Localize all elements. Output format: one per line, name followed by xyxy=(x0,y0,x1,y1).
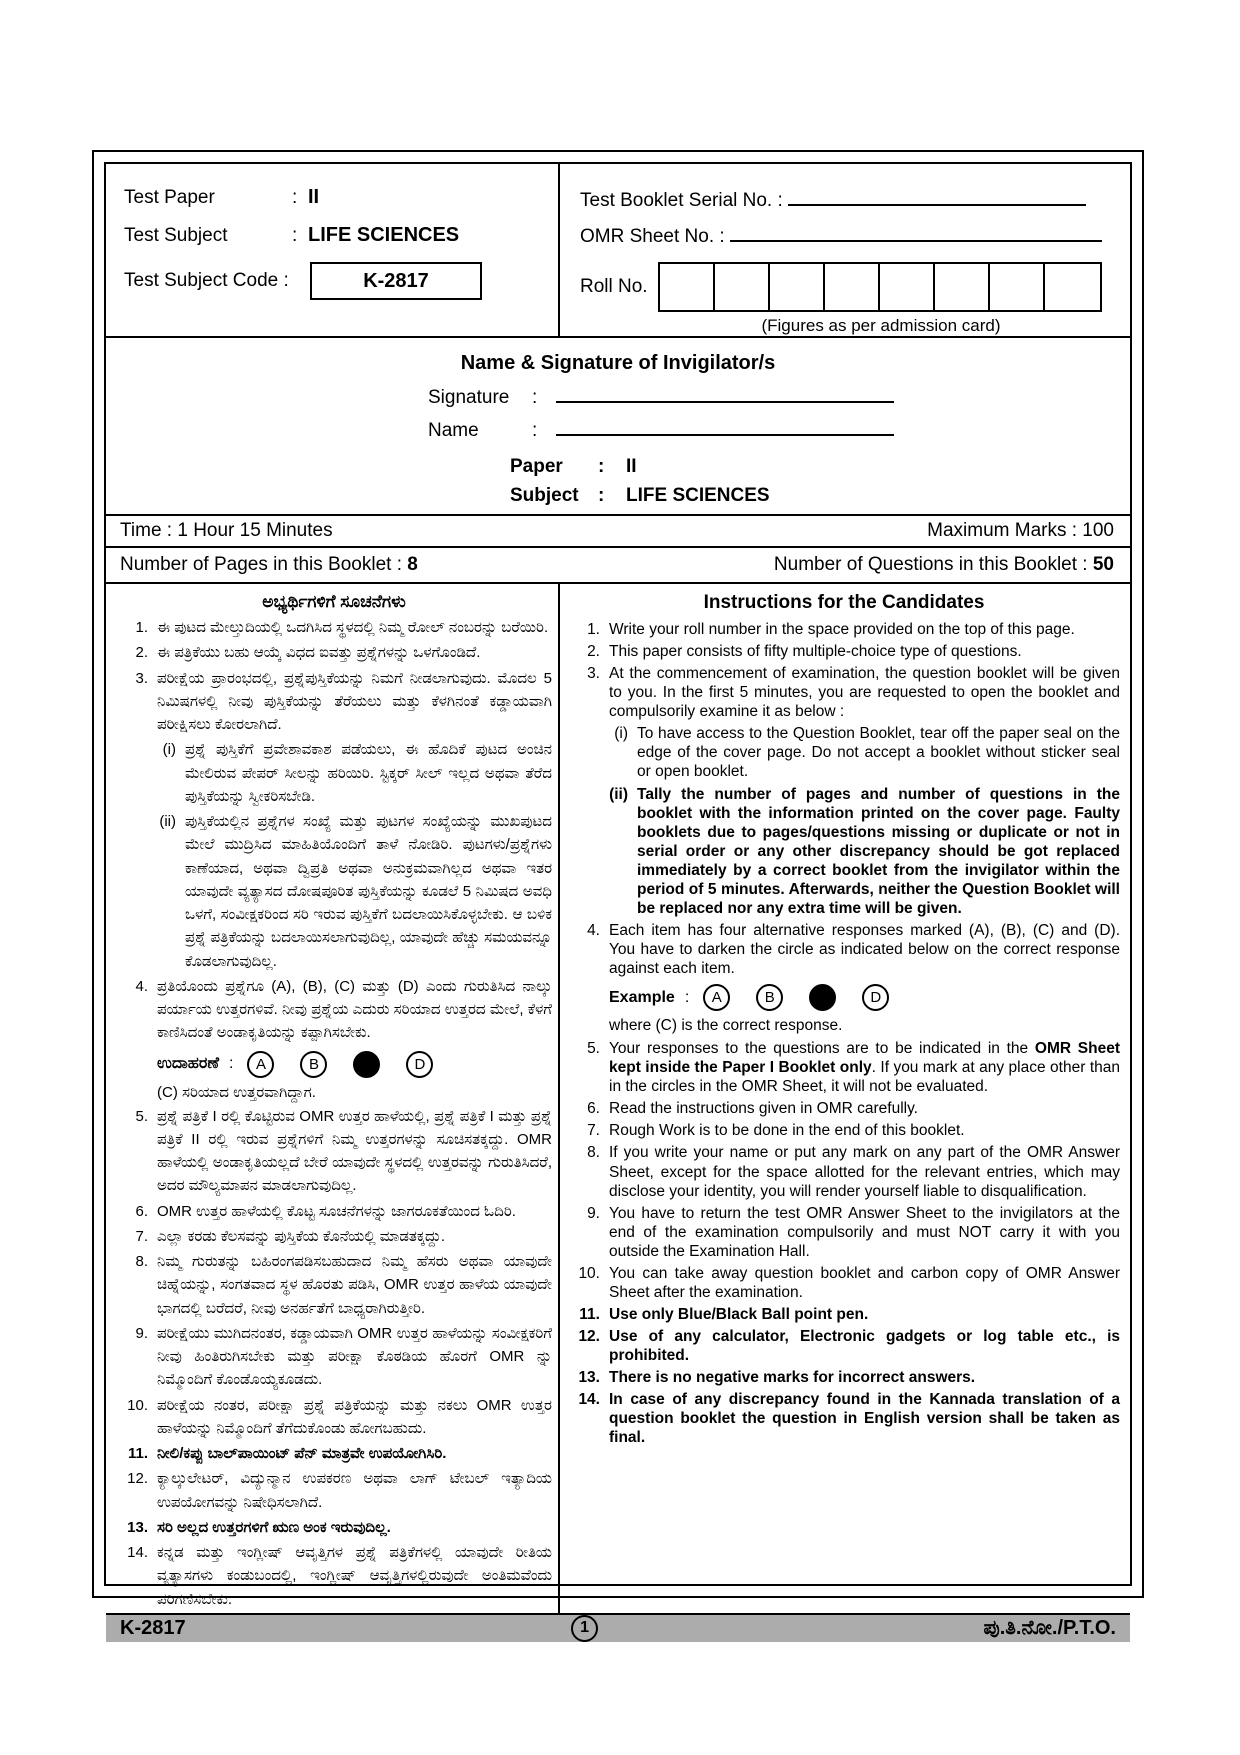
list-item: 9. You have to return the test OMR Answer Sheet to the invigilators at the end of the examination compulsorily and must NOT carry it with you outside the Examination Hall. xyxy=(587,1204,1120,1260)
colon: : xyxy=(598,456,605,477)
list-item: 8. If you write your name or put any mark on any part of the OMR Answer Sheet, except for the space allotted for the relevant entries, which may disclose your identity, you will render yourself liable to disqualification. xyxy=(587,1144,1120,1200)
subject-row xyxy=(510,485,1130,507)
booklet-cover-box xyxy=(104,162,1132,1639)
kannada-instructions-title: ಅಭ್ಯರ್ಥಿಗಳಿಗೆ ಸೂಚನೆಗಳು xyxy=(262,592,406,611)
signature-label: Signature xyxy=(428,387,510,408)
page-outer-border xyxy=(92,150,1144,1639)
page-number-circle: 1 xyxy=(571,1615,598,1642)
test-subject-code-label: Test Subject Code : xyxy=(124,270,289,291)
test-subject-row xyxy=(124,224,550,247)
footer-pto: ಪು.ತಿ.ನೋ./P.T.O. xyxy=(983,1616,1116,1639)
test-paper-row xyxy=(124,186,550,209)
subject-value: LIFE SCIENCES xyxy=(626,485,770,506)
list-item: 3. ಪರೀಕ್ಷೆಯ ಪ್ರಾರಂಭದಲ್ಲಿ, ಪ್ರಶ್ನೆಪುಸ್ತಿಕೆಯನ್ನು ನಿಮಗೆ ನೀಡಲಾಗುವುದು. ಮೊದಲ 5 ನಿಮಿಷಗಳಲ್ಲಿ ನೀವು ಪುಸ್ತಿಕೆಯನ್ನು ತೆರೆಯಲು ಮತ್ತು ಕೆಳಗಿನಂತೆ ಕಡ್ಡಾಯವಾಗಿ ಪರೀಕ್ಷಿಸಲು ಕೋರಲಾಗಿದೆ. xyxy=(135,669,552,733)
test-paper-value: II xyxy=(308,186,320,208)
english-instructions-title: Instructions for the Candidates xyxy=(703,592,985,613)
pages-value: 8 xyxy=(407,554,418,575)
kannada-example-row xyxy=(157,1051,552,1078)
list-item: 14. In case of any discrepancy found in the Kannada translation of a question booklet the question in English version shall be taken as final. xyxy=(578,1391,1120,1447)
roll-no-cell xyxy=(1045,264,1100,310)
pages-count: Number of Pages in this Booklet : 8 xyxy=(120,554,418,575)
omr-sheet-blank-line xyxy=(730,226,1102,242)
list-item: 5. ಪ್ರಶ್ನೆ ಪತ್ರಿಕೆ I ರಲ್ಲಿ ಕೊಟ್ಟಿರುವ OMR ಉತ್ತರ ಹಾಳೆಯಲ್ಲಿ, ಪ್ರಶ್ನೆ ಪತ್ರಿಕೆ I ಮತ್ತು ಪ್ರಶ್ನೆ ಪತ್ರಿಕೆ II ರಲ್ಲಿ ಇರುವ ಪ್ರಶ್ನೆಗಳಿಗೆ ನಿಮ್ಮ ಉತ್ತರಗಳನ್ನು ಸೂಚಿಸತಕ್ಕದ್ದು. OMR ಹಾಳೆಯಲ್ಲಿ ಅಂಡಾಕೃತಿಯಲ್ಲದೆ ಬೇರೆ ಯಾವುದೇ ಸ್ಥಳದಲ್ಲಿ ಉತ್ತರವನ್ನು ಗುರುತಿಸಿದರೆ, ಅದರ ಮೌಲ್ಯಮಾಪನ ಮಾಡಲಾಗುವುದಿಲ್ಲ. xyxy=(135,1107,552,1195)
list-item: 12. ಕ್ಯಾಲ್ಕುಲೇಟರ್, ವಿದ್ಯುನ್ಮಾನ ಉಪಕರಣ ಅಥವಾ ಲಾಗ್ ಟೇಬಲ್ ಇತ್ಯಾದಿಯ ಉಪಯೋಗವನ್ನು ನಿಷೇಧಿಸಲಾಗಿದೆ. xyxy=(127,1470,552,1511)
footer-bar xyxy=(106,1613,1130,1642)
list-item: 11. Use only Blue/Black Ball point pen. xyxy=(579,1305,869,1323)
signature-blank-line xyxy=(556,387,894,403)
option-circle-d: D xyxy=(406,1051,433,1078)
roll-no-cell xyxy=(715,264,770,310)
roll-no-cell xyxy=(880,264,935,310)
paper-subject-block xyxy=(510,456,1130,507)
test-subject-label: Test Subject xyxy=(124,224,228,246)
option-circle-filled xyxy=(353,1051,380,1078)
list-item: 2. ಈ ಪತ್ರಿಕೆಯು ಬಹು ಆಯ್ಕೆ ವಿಧದ ಐವತ್ತು ಪ್ರಶ್ನೆಗಳನ್ನು ಒಳಗೊಂಡಿದೆ. xyxy=(135,644,481,662)
list-subitem: (ii) ಪುಸ್ತಿಕೆಯಲ್ಲಿನ ಪ್ರಶ್ನೆಗಳ ಸಂಖ್ಯೆ ಮತ್ತು ಪುಟಗಳ ಸಂಖ್ಯೆಯನ್ನು ಮುಖಪುಟದ ಮೇಲೆ ಮುದ್ರಿಸಿದ ಮಾಹಿತಿಯೊಂದಿಗೆ ತಾಳೆ ನೋಡಿರಿ. ಪುಟಗಳು/ಪ್ರಶ್ನೆಗಳು ಕಾಣೆಯಾದ, ಅಥವಾ ದ್ವಿಪ್ರತಿ ಅಥವಾ ಅನುಕ್ರಮವಾಗಿಲ್ಲದ ಅಥವಾ ಇತರ ಯಾವುದೇ ವ್ಯತ್ಯಾಸದ ದೋಷಪೂರಿತ ಪುಸ್ತಿಕೆಯನ್ನು ಕೂಡಲೆ 5 ನಿಮಿಷದ ಅವಧಿ ಒಳಗೆ, ಸಂವೀಕ್ಷಕರಿಂದ ಸರಿ ಇರುವ ಪುಸ್ತಿಕೆಗೆ ಬದಲಾಯಿಸಿಕೊಳ್ಳಬೇಕು. ಆ ಬಳಿಕ ಪ್ರಶ್ನೆ ಪತ್ರಿಕೆಯನ್ನು ಬದಲಾಯಿಸಲಾಗುವುದಿಲ್ಲ, ಯಾವುದೇ ಹೆಚ್ಚು ಸಮಯವನ್ನೂ ಕೊಡಲಾಗುವುದಿಲ್ಲ. xyxy=(159,813,552,970)
invigilator-title: Name & Signature of Invigilator/s xyxy=(460,352,776,374)
option-circle-b: B xyxy=(300,1051,327,1078)
english-example-row xyxy=(609,984,1120,1011)
signature-row xyxy=(428,387,1130,409)
paper-label: Paper xyxy=(510,456,563,477)
test-info-panel xyxy=(106,164,558,336)
list-item: 3. At the commencement of examination, the question booklet will be given to you. In the first 5 minutes, you are requested to open the booklet and compulsorily examine it as below : xyxy=(587,665,1120,721)
list-item: 6. OMR ಉತ್ತರ ಹಾಳೆಯಲ್ಲಿ ಕೊಟ್ಟ ಸೂಚನೆಗಳನ್ನು ಜಾಗರೂಕತೆಯಿಂದ ಓದಿರಿ. xyxy=(135,1202,516,1220)
omr-sheet-label: OMR Sheet No. : xyxy=(580,226,725,247)
invigilator-section xyxy=(106,338,1130,514)
questions-value: 50 xyxy=(1092,554,1114,575)
option-circle-b: B xyxy=(756,984,783,1011)
roll-no-row xyxy=(580,262,1116,312)
english-example-note: where (C) is the correct response. xyxy=(609,1017,843,1035)
list-subitem: (i) To have access to the Question Booklet, tear off the paper seal on the edge of the cover page. Do not accept a booklet without sticker seal or open booklet. xyxy=(614,725,1120,781)
booklet-serial-row xyxy=(580,190,1116,212)
name-label: Name xyxy=(428,420,479,441)
roll-no-boxes xyxy=(658,262,1102,312)
option-circle-a: A xyxy=(247,1051,274,1078)
list-item: 7. ಎಲ್ಲಾ ಕರಡು ಕೆಲಸವನ್ನು ಪುಸ್ತಿಕೆಯ ಕೊನೆಯಲ್ಲಿ ಮಾಡತಕ್ಕದ್ದು. xyxy=(135,1227,446,1245)
roll-no-cell xyxy=(660,264,715,310)
example-label: Example xyxy=(609,988,675,1006)
colon: : xyxy=(684,988,690,1006)
list-subitem: (ii) Tally the number of pages and number of questions in the booklet with the information printed on the cover page. Faulty booklets due to pages/questions missing or duplicate or not in serial order or any other discrepancy should be got replaced immediately by a correct booklet from the invigilator within the period of 5 minutes. Afterwards, neither the Question Booklet will be replaced nor any extra time will be given. xyxy=(609,785,1120,917)
candidate-info-panel xyxy=(558,164,1130,336)
colon: : xyxy=(598,485,605,506)
paper-row xyxy=(510,456,1130,478)
figures-note: (Figures as per admission card) xyxy=(761,316,1001,335)
footer-code: K-2817 xyxy=(120,1616,186,1639)
name-row xyxy=(428,420,1130,442)
list-item: 1. ಈ ಪುಟದ ಮೇಲ್ತುದಿಯಲ್ಲಿ ಒದಗಿಸಿದ ಸ್ಥಳದಲ್ಲಿ ನಿಮ್ಮ ರೋಲ್ ನಂಬರನ್ನು ಬರೆಯಿರಿ. xyxy=(135,619,549,636)
roll-no-cell xyxy=(770,264,825,310)
kannada-instructions-column xyxy=(106,584,558,1613)
colon: : xyxy=(532,387,538,408)
option-circle-filled xyxy=(809,984,836,1011)
example-label: ಉದಾಹರಣೆ xyxy=(157,1055,220,1072)
english-instructions-column xyxy=(558,584,1130,1613)
test-paper-label: Test Paper xyxy=(124,186,215,208)
list-item: 11. ನೀಲಿ/ಕಪ್ಪು ಬಾಲ್‌ಪಾಯಿಂಟ್ ಪೆನ್ ಮಾತ್ರವೇ ಉಪಯೋಗಿಸಿರಿ. xyxy=(127,1445,447,1462)
list-item: 10. You can take away question booklet and carbon copy of OMR Answer Sheet after the examination. xyxy=(578,1264,1120,1301)
list-item: 13. ಸರಿ ಅಲ್ಲದ ಉತ್ತರಗಳಿಗೆ ಋಣ ಅಂಕ ಇರುವುದಿಲ್ಲ. xyxy=(127,1518,391,1536)
time-marks-row xyxy=(106,514,1130,546)
list-item: 5. Your responses to the questions are to be indicated in the OMR Sheet kept inside the Paper I Booklet only. If you mark at any place other than in the circles in the OMR Sheet, it will not be evaluated. xyxy=(587,1040,1120,1096)
colon: : xyxy=(229,1055,234,1072)
colon: : xyxy=(532,420,538,441)
instructions-area xyxy=(106,582,1130,1613)
list-item: 14. ಕನ್ನಡ ಮತ್ತು ಇಂಗ್ಲೀಷ್ ಆವೃತ್ತಿಗಳ ಪ್ರಶ್ನೆ ಪತ್ರಿಕೆಗಳಲ್ಲಿ ಯಾವುದೇ ರೀತಿಯ ವ್ಯತ್ಯಾಸಗಳು ಕಂಡುಬಂದಲ್ಲಿ, ಇಂಗ್ಲೀಷ್ ಆವೃತ್ತಿಗಳಲ್ಲಿರುವುದೇ ಅಂತಿಮವೆಂದು ಪರಿಗಣಿಸಬೇಕು. xyxy=(127,1544,552,1608)
time-label: Time : 1 Hour 15 Minutes xyxy=(120,520,333,541)
kannada-example-note: (C) ಸರಿಯಾದ ಉತ್ತರವಾಗಿದ್ದಾಗ. xyxy=(157,1083,316,1101)
list-item: 12. Use of any calculator, Electronic gadgets or log table etc., is prohibited. xyxy=(578,1328,1120,1365)
list-item: 8. ನಿಮ್ಮ ಗುರುತನ್ನು ಬಹಿರಂಗಪಡಿಸಬಹುದಾದ ನಿಮ್ಮ ಹೆಸರು ಅಥವಾ ಯಾವುದೇ ಚಿಹ್ನೆಯನ್ನು, ಸಂಗತವಾದ ಸ್ಥಳ ಹೊರತು ಪಡಿಸಿ, OMR ಉತ್ತರ ಹಾಳೆಯ ಯಾವುದೇ ಭಾಗದಲ್ಲಿ ಬರೆದರೆ, ನೀವು ಅನರ್ಹತೆಗೆ ಬಾಧ್ಯರಾಗಿರುತ್ತೀರಿ. xyxy=(135,1253,552,1317)
subject-label: Subject xyxy=(510,485,579,506)
colon: : xyxy=(292,224,298,246)
list-subitem: (i) ಪ್ರಶ್ನೆ ಪುಸ್ತಿಕೆಗೆ ಪ್ರವೇಶಾವಕಾಶ ಪಡೆಯಲು, ಈ ಹೊದಿಕೆ ಪುಟದ ಅಂಚಿನ ಮೇಲಿರುವ ಪೇಪರ್ ಸೀಲನ್ನು ಹರಿಯಿರಿ. ಸ್ಟಿಕ್ಕರ್ ಸೀಲ್ ಇಲ್ಲದ ಅಥವಾ ತೆರೆದ ಪುಸ್ತಿಕೆಯನ್ನು ಸ್ವೀಕರಿಸಬೇಡಿ. xyxy=(162,741,552,805)
option-circle-a: A xyxy=(703,984,730,1011)
max-marks-label: Maximum Marks : 100 xyxy=(927,520,1114,541)
omr-sheet-row xyxy=(580,226,1116,248)
booklet-serial-label: Test Booklet Serial No. : xyxy=(580,190,783,211)
questions-count: Number of Questions in this Booklet : 50 xyxy=(773,554,1114,575)
header-row xyxy=(106,164,1130,338)
roll-no-cell xyxy=(825,264,880,310)
test-subject-code-row xyxy=(124,262,550,300)
list-item: 2. This paper consists of fifty multiple-choice type of questions. xyxy=(587,643,1022,661)
roll-no-cell xyxy=(935,264,990,310)
list-item: 1. Write your roll number in the space provided on the top of this page. xyxy=(587,621,1075,638)
roll-no-cell xyxy=(990,264,1045,310)
list-item: 4. Each item has four alternative responses marked (A), (B), (C) and (D). You have to darken the circle as indicated below on the correct response against each item. xyxy=(587,921,1120,978)
option-circle-d: D xyxy=(862,984,889,1011)
list-item: 10. ಪರೀಕ್ಷೆಯ ನಂತರ, ಪರೀಕ್ಷಾ ಪ್ರಶ್ನೆ ಪತ್ರಿಕೆಯನ್ನು ಮತ್ತು ನಕಲು OMR ಉತ್ತರ ಹಾಳೆಯನ್ನು ನಿಮ್ಮೊಂದಿಗೆ ತೆಗೆದುಕೊಂಡು ಹೋಗಬಹುದು. xyxy=(127,1396,552,1437)
list-item: 9. ಪರೀಕ್ಷೆಯು ಮುಗಿದನಂತರ, ಕಡ್ಡಾಯವಾಗಿ OMR ಉತ್ತರ ಹಾಳೆಯನ್ನು ಸಂವೀಕ್ಷಕರಿಗೆ ನೀವು ಹಿಂತಿರುಗಿಸಬೇಕು ಮತ್ತು ಪರೀಕ್ಷಾ ಕೊಠಡಿಯ ಹೊರಗೆ OMR ನ್ನು ನಿಮ್ಮೊಂದಿಗೆ ಕೊಂಡೊಯ್ಯಕೂಡದು. xyxy=(135,1324,552,1389)
name-blank-line xyxy=(556,420,894,436)
booklet-serial-blank-line xyxy=(788,190,1086,206)
signature-block xyxy=(428,387,1130,442)
list-item: 4. ಪ್ರತಿಯೊಂದು ಪ್ರಶ್ನೆಗೂ (A), (B), (C) ಮತ್ತು (D) ಎಂದು ಗುರುತಿಸಿದ ನಾಲ್ಕು ಪರ್ಯಾಯ ಉತ್ತರಗಳಿವೆ. ನೀವು ಪ್ರಶ್ನೆಯ ಎದುರು ಸರಿಯಾದ ಉತ್ತರದ ಮೇಲೆ, ಕೆಳಗೆ ಕಾಣಿಸಿದಂತೆ ಅಂಡಾಕೃತಿಯನ್ನು ಕಪ್ಪಾಗಿಸಬೇಕು. xyxy=(135,977,552,1042)
list-item: 13. There is no negative marks for incorrect answers. xyxy=(578,1369,976,1387)
test-subject-value: LIFE SCIENCES xyxy=(308,224,460,246)
pages-questions-row xyxy=(106,546,1130,582)
test-subject-code-box: K-2817 xyxy=(310,262,482,300)
colon: : xyxy=(292,186,298,208)
list-item: 7. Rough Work is to be done in the end of this booklet. xyxy=(587,1122,965,1140)
roll-no-label: Roll No. xyxy=(580,276,648,297)
list-item: 6. Read the instructions given in OMR carefully. xyxy=(587,1100,918,1118)
paper-value: II xyxy=(626,456,637,477)
